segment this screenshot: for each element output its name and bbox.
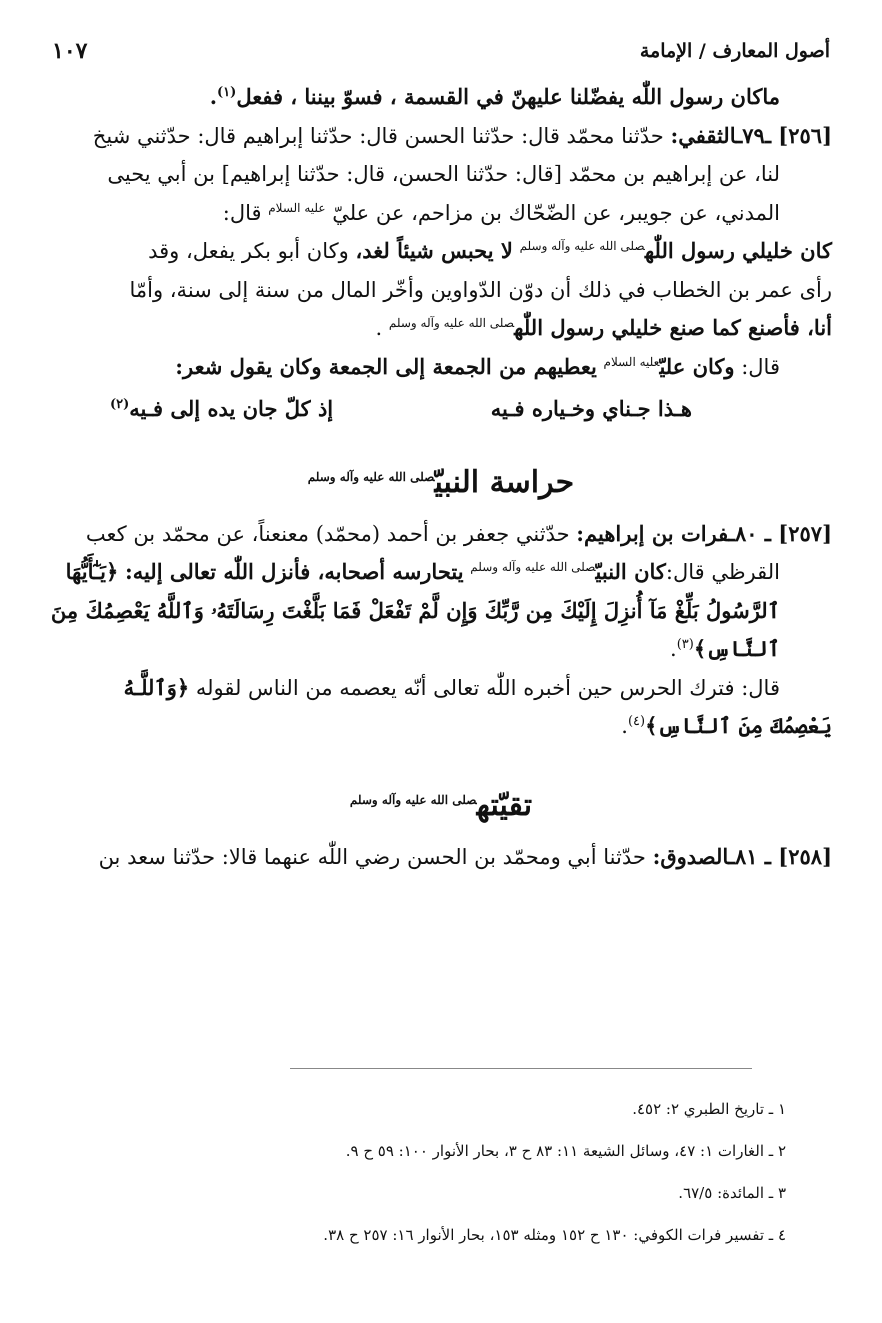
hadith-256-body: [50, 348, 832, 387]
hadith-line: القرظي قال:: [665, 560, 780, 584]
poem-verse: [50, 390, 832, 429]
hadith-line: لنا، عن إبراهيم بن محمّد [قال: حدّثنا الحسن، قال: حدّثنا إبراهيم] بن أبي يحيى: [107, 162, 780, 186]
poem-hemistich-1: هـذا جـناي وخـياره فـيه: [490, 396, 692, 421]
body-line: قال: فترك الحرس حين أخبره اللّٰه تعالى أنّه يعصمه من الناس لقوله: [195, 675, 780, 700]
bold-quote: يعطيهم من الجمعة إلى الجمعة وكان يقول شعر:: [175, 353, 597, 379]
hadith-257-body: [50, 669, 832, 708]
bold-quote: كان خليلي رسول اللّٰه: [644, 238, 832, 263]
body-line: رأى عمر بن الخطاب في ذلك أن دوّن الدّواوين وأخّر المال من سنة إلى سنة، وأمّا: [129, 277, 832, 302]
footnote-ref-3: (٣): [676, 637, 694, 652]
hadith-line: حدّثنا أبي ومحمّد بن الحسن رضي اللّٰه عنهما قالا: حدّثنا سعد بن: [98, 844, 646, 869]
page-number: ١٠٧: [52, 38, 88, 64]
quran-verse: يَعْصِمُكَ مِنَ ٱلنَّاسِ﴾: [645, 713, 832, 738]
poem-hemistich-2-wrap: [110, 390, 333, 429]
body-text: [50, 78, 832, 876]
body-end: .: [621, 714, 628, 738]
hadith-source: فرات بن إبراهيم:: [576, 520, 729, 546]
bold-quote: كان النبيّ: [595, 559, 666, 584]
running-title: أصول المعارف / الإمامة: [639, 40, 830, 62]
footnote-ref-4: (٤): [627, 714, 646, 729]
hadith-257-cont: [50, 553, 832, 592]
hadith-number: [٢٥٨] ـ ٨١ـ: [728, 843, 832, 869]
quran-verse: ﴿يَـٰٓأَيُّهَا: [65, 559, 119, 584]
honorific-glyph: صلى الله عليه وآله وسلم: [470, 560, 596, 574]
section-heading: [50, 463, 832, 503]
hadith-number: [٢٥٦] ـ٧٩ـ: [736, 122, 832, 148]
hadith-line: قال:: [222, 200, 262, 225]
quran-verse: ﴿وَٱللَّـهُ: [123, 674, 190, 700]
footnote-4: ٤ ـ تفسير فرات الكوفي: ١٣٠ ح ١٥٢ ومثله ١٥٣، بحار الأنوار ١٦: ٢٥٧ ح ٣٨.: [323, 1226, 786, 1244]
quran-verse: ٱلرَّسُولُ بَلِّغْ مَآ أُنزِلَ إِلَيْكَ مِن رَّبِّكَ وَإِن لَّمْ تَفْعَلْ فَمَا بَلَّغْتَ رِسَالَتَهُۥ وَٱللَّهُ يَعْصِمُكَ مِنَ: [50, 597, 780, 623]
honorific-glyph: صلى الله عليه وآله وسلم: [307, 469, 435, 484]
paragraph-continuation: [50, 78, 832, 117]
honorific-glyph: عليه السلام: [268, 200, 326, 215]
hadith-256-body: [50, 309, 832, 348]
hadith-257-cont: [50, 630, 832, 669]
footnote-ref-1: (١): [217, 85, 237, 100]
p1-text: ماكان رسول اللّٰه يفضّلنا عليهنّ في القسمة ، فسوّ بيننا ، ففعل: [236, 84, 780, 109]
quran-verse: ٱلنَّاسِ﴾: [693, 636, 780, 661]
bold-quote: وكان عليّ: [659, 353, 735, 379]
hadith-line: حدّثني جعفر بن أحمد (محمّد) معنعناً، عن محمّد بن كعب: [85, 521, 570, 546]
section-heading: [50, 786, 832, 826]
hadith-source: الصدوق:: [652, 843, 729, 869]
body-end: .: [375, 316, 383, 340]
footnotes: [60, 1088, 786, 1256]
hadith-256-body: [50, 232, 832, 271]
hadith-number: [٢٥٧] ـ ٨٠ـ: [728, 520, 832, 546]
body-end: .: [670, 637, 677, 661]
honorific-glyph: صلى الله عليه وآله وسلم: [519, 239, 645, 253]
hadith-line: حدّثنا محمّد قال: حدّثنا الحسن قال: حدّثنا إبراهيم قال: حدّثني شيخ: [92, 123, 664, 148]
body-line: قال:: [741, 354, 780, 379]
hadith-256: [50, 117, 832, 156]
bold-quote: أنا، فأصنع كما صنع خليلي رسول اللّٰه: [514, 315, 832, 340]
hadith-258: [50, 838, 832, 877]
hadith-256-cont: [50, 194, 832, 233]
honorific-glyph: عليه السلام: [603, 354, 660, 369]
hadith-line: المدني، عن جويبر، عن الضّحّاك بن مزاحم، عن عليّ: [332, 200, 780, 225]
bold-quote: يتحارسه أصحابه، فأنزل اللّٰه تعالى إليه:: [124, 559, 464, 584]
hadith-257-cont: [50, 592, 832, 631]
section-heading-title: تقيّته: [476, 787, 533, 823]
p1-end: .: [209, 84, 218, 109]
honorific-glyph: صلى الله عليه وآله وسلم: [349, 792, 477, 807]
bold-quote: لا يحبس شيئاً لغد،: [355, 238, 513, 263]
footnote-ref-2: (٢): [110, 397, 130, 412]
footnote-divider: [290, 1068, 752, 1069]
footnote-3: ٣ ـ المائدة: ٦٧/٥.: [678, 1184, 786, 1202]
footnote-2: ٢ ـ الغارات ١: ٤٧، وسائل الشيعة ١١: ٨٣ ح ٣، بحار الأنوار ١٠٠: ٥٩ ح ٩.: [345, 1142, 786, 1160]
body-line: وكان أبو بكر يفعل، وقد: [148, 239, 349, 263]
footnote-1: ١ ـ تاريخ الطبري ٢: ٤٥٢.: [632, 1100, 786, 1118]
hadith-257: [50, 515, 832, 554]
honorific-glyph: صلى الله عليه وآله وسلم: [388, 316, 515, 330]
section-heading-title: حراسة النبيّ: [434, 464, 575, 500]
hadith-256-cont: [50, 155, 832, 194]
page-header: [52, 34, 830, 68]
hadith-source: الثقفي:: [670, 122, 737, 148]
hadith-256-body: [50, 271, 832, 310]
poem-hemistich-2: إذ كلّ جان يده إلى فـيه: [129, 396, 334, 421]
hadith-257-body: [50, 707, 832, 746]
